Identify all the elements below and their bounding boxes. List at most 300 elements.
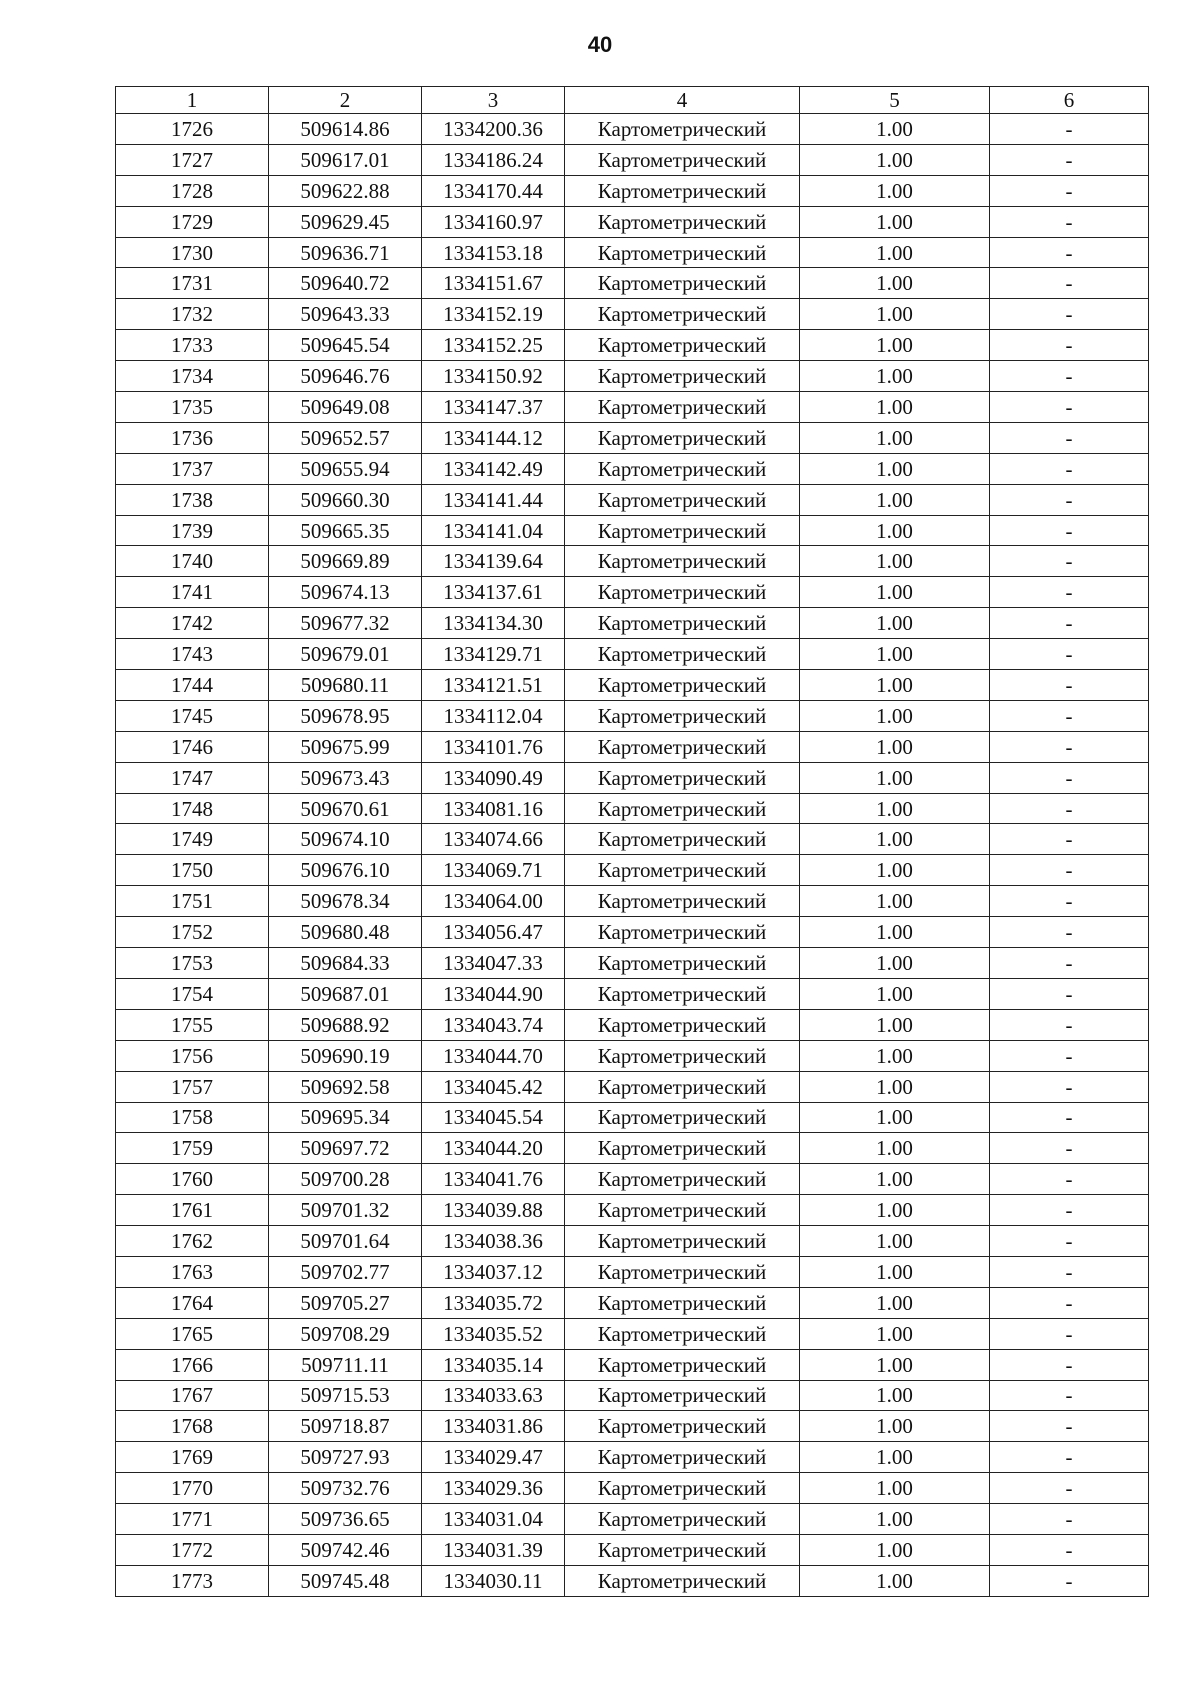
accuracy-cell: 1.00 bbox=[800, 762, 990, 793]
x-coordinate-cell: 509646.76 bbox=[269, 361, 422, 392]
accuracy-cell: 1.00 bbox=[800, 1256, 990, 1287]
table-row bbox=[116, 484, 1149, 515]
accuracy-cell: 1.00 bbox=[800, 917, 990, 948]
accuracy-cell: 1.00 bbox=[800, 422, 990, 453]
method-cell: Картометрический bbox=[565, 1009, 800, 1040]
y-coordinate-cell: 1334044.20 bbox=[422, 1133, 565, 1164]
table-row bbox=[116, 1256, 1149, 1287]
description-cell: - bbox=[990, 639, 1149, 670]
table-row bbox=[116, 670, 1149, 701]
description-cell: - bbox=[990, 762, 1149, 793]
description-cell: - bbox=[990, 1195, 1149, 1226]
description-cell: - bbox=[990, 731, 1149, 762]
coordinates-table bbox=[115, 86, 1149, 1597]
point-number-cell: 1753 bbox=[116, 948, 269, 979]
table-row bbox=[116, 361, 1149, 392]
y-coordinate-cell: 1334033.63 bbox=[422, 1380, 565, 1411]
table-row bbox=[116, 948, 1149, 979]
point-number-cell: 1739 bbox=[116, 515, 269, 546]
method-cell: Картометрический bbox=[565, 299, 800, 330]
method-cell: Картометрический bbox=[565, 1411, 800, 1442]
description-cell: - bbox=[990, 608, 1149, 639]
table-row bbox=[116, 392, 1149, 423]
point-number-cell: 1768 bbox=[116, 1411, 269, 1442]
x-coordinate-cell: 509669.89 bbox=[269, 546, 422, 577]
point-number-cell: 1728 bbox=[116, 175, 269, 206]
y-coordinate-cell: 1334037.12 bbox=[422, 1256, 565, 1287]
x-coordinate-cell: 509640.72 bbox=[269, 268, 422, 299]
x-coordinate-cell: 509688.92 bbox=[269, 1009, 422, 1040]
accuracy-cell: 1.00 bbox=[800, 1040, 990, 1071]
y-coordinate-cell: 1334038.36 bbox=[422, 1226, 565, 1257]
y-coordinate-cell: 1334141.44 bbox=[422, 484, 565, 515]
table-row bbox=[116, 1009, 1149, 1040]
y-coordinate-cell: 1334129.71 bbox=[422, 639, 565, 670]
table-row bbox=[116, 268, 1149, 299]
point-number-cell: 1729 bbox=[116, 206, 269, 237]
table-row bbox=[116, 855, 1149, 886]
y-coordinate-cell: 1334200.36 bbox=[422, 114, 565, 145]
description-cell: - bbox=[990, 237, 1149, 268]
y-coordinate-cell: 1334112.04 bbox=[422, 700, 565, 731]
table-row bbox=[116, 1226, 1149, 1257]
accuracy-cell: 1.00 bbox=[800, 1318, 990, 1349]
point-number-cell: 1730 bbox=[116, 237, 269, 268]
accuracy-cell: 1.00 bbox=[800, 114, 990, 145]
accuracy-cell: 1.00 bbox=[800, 515, 990, 546]
accuracy-cell: 1.00 bbox=[800, 330, 990, 361]
point-number-cell: 1736 bbox=[116, 422, 269, 453]
method-cell: Картометрический bbox=[565, 855, 800, 886]
x-coordinate-cell: 509711.11 bbox=[269, 1349, 422, 1380]
table-row bbox=[116, 546, 1149, 577]
page-number: 40 bbox=[587, 32, 613, 57]
y-coordinate-cell: 1334081.16 bbox=[422, 793, 565, 824]
y-coordinate-cell: 1334029.47 bbox=[422, 1442, 565, 1473]
accuracy-cell: 1.00 bbox=[800, 1473, 990, 1504]
point-number-cell: 1763 bbox=[116, 1256, 269, 1287]
y-coordinate-cell: 1334056.47 bbox=[422, 917, 565, 948]
table-row bbox=[116, 422, 1149, 453]
method-cell: Картометрический bbox=[565, 1226, 800, 1257]
column-header-1: 1 bbox=[116, 87, 269, 114]
method-cell: Картометрический bbox=[565, 175, 800, 206]
point-number-cell: 1767 bbox=[116, 1380, 269, 1411]
point-number-cell: 1771 bbox=[116, 1504, 269, 1535]
point-number-cell: 1761 bbox=[116, 1195, 269, 1226]
point-number-cell: 1757 bbox=[116, 1071, 269, 1102]
x-coordinate-cell: 509614.86 bbox=[269, 114, 422, 145]
x-coordinate-cell: 509665.35 bbox=[269, 515, 422, 546]
point-number-cell: 1745 bbox=[116, 700, 269, 731]
point-number-cell: 1735 bbox=[116, 392, 269, 423]
y-coordinate-cell: 1334045.54 bbox=[422, 1102, 565, 1133]
point-number-cell: 1746 bbox=[116, 731, 269, 762]
method-cell: Картометрический bbox=[565, 1133, 800, 1164]
table-row bbox=[116, 886, 1149, 917]
y-coordinate-cell: 1334045.42 bbox=[422, 1071, 565, 1102]
accuracy-cell: 1.00 bbox=[800, 948, 990, 979]
x-coordinate-cell: 509660.30 bbox=[269, 484, 422, 515]
column-header-5: 5 bbox=[800, 87, 990, 114]
method-cell: Картометрический bbox=[565, 700, 800, 731]
x-coordinate-cell: 509708.29 bbox=[269, 1318, 422, 1349]
x-coordinate-cell: 509679.01 bbox=[269, 639, 422, 670]
table-row bbox=[116, 1411, 1149, 1442]
y-coordinate-cell: 1334044.70 bbox=[422, 1040, 565, 1071]
accuracy-cell: 1.00 bbox=[800, 1411, 990, 1442]
point-number-cell: 1755 bbox=[116, 1009, 269, 1040]
description-cell: - bbox=[990, 824, 1149, 855]
table-row bbox=[116, 608, 1149, 639]
description-cell: - bbox=[990, 1442, 1149, 1473]
x-coordinate-cell: 509684.33 bbox=[269, 948, 422, 979]
y-coordinate-cell: 1334039.88 bbox=[422, 1195, 565, 1226]
y-coordinate-cell: 1334152.25 bbox=[422, 330, 565, 361]
description-cell: - bbox=[990, 1164, 1149, 1195]
description-cell: - bbox=[990, 1411, 1149, 1442]
accuracy-cell: 1.00 bbox=[800, 1349, 990, 1380]
accuracy-cell: 1.00 bbox=[800, 731, 990, 762]
x-coordinate-cell: 509617.01 bbox=[269, 144, 422, 175]
point-number-cell: 1773 bbox=[116, 1565, 269, 1596]
point-number-cell: 1766 bbox=[116, 1349, 269, 1380]
method-cell: Картометрический bbox=[565, 1349, 800, 1380]
description-cell: - bbox=[990, 268, 1149, 299]
method-cell: Картометрический bbox=[565, 670, 800, 701]
accuracy-cell: 1.00 bbox=[800, 361, 990, 392]
accuracy-cell: 1.00 bbox=[800, 175, 990, 206]
table-row bbox=[116, 1287, 1149, 1318]
description-cell: - bbox=[990, 1226, 1149, 1257]
table-row bbox=[116, 1380, 1149, 1411]
point-number-cell: 1733 bbox=[116, 330, 269, 361]
y-coordinate-cell: 1334035.52 bbox=[422, 1318, 565, 1349]
description-cell: - bbox=[990, 422, 1149, 453]
method-cell: Картометрический bbox=[565, 1442, 800, 1473]
y-coordinate-cell: 1334031.86 bbox=[422, 1411, 565, 1442]
y-coordinate-cell: 1334186.24 bbox=[422, 144, 565, 175]
accuracy-cell: 1.00 bbox=[800, 1164, 990, 1195]
description-cell: - bbox=[990, 1102, 1149, 1133]
description-cell: - bbox=[990, 886, 1149, 917]
table-row bbox=[116, 1442, 1149, 1473]
x-coordinate-cell: 509622.88 bbox=[269, 175, 422, 206]
method-cell: Картометрический bbox=[565, 515, 800, 546]
table-row bbox=[116, 639, 1149, 670]
point-number-cell: 1738 bbox=[116, 484, 269, 515]
point-number-cell: 1749 bbox=[116, 824, 269, 855]
x-coordinate-cell: 509697.72 bbox=[269, 1133, 422, 1164]
description-cell: - bbox=[990, 1071, 1149, 1102]
description-cell: - bbox=[990, 1473, 1149, 1504]
y-coordinate-cell: 1334144.12 bbox=[422, 422, 565, 453]
description-cell: - bbox=[990, 114, 1149, 145]
method-cell: Картометрический bbox=[565, 330, 800, 361]
description-cell: - bbox=[990, 1565, 1149, 1596]
y-coordinate-cell: 1334047.33 bbox=[422, 948, 565, 979]
column-header-3: 3 bbox=[422, 87, 565, 114]
y-coordinate-cell: 1334064.00 bbox=[422, 886, 565, 917]
accuracy-cell: 1.00 bbox=[800, 700, 990, 731]
x-coordinate-cell: 509649.08 bbox=[269, 392, 422, 423]
y-coordinate-cell: 1334035.14 bbox=[422, 1349, 565, 1380]
point-number-cell: 1760 bbox=[116, 1164, 269, 1195]
description-cell: - bbox=[990, 577, 1149, 608]
method-cell: Картометрический bbox=[565, 731, 800, 762]
y-coordinate-cell: 1334090.49 bbox=[422, 762, 565, 793]
x-coordinate-cell: 509742.46 bbox=[269, 1534, 422, 1565]
point-number-cell: 1742 bbox=[116, 608, 269, 639]
method-cell: Картометрический bbox=[565, 1504, 800, 1535]
method-cell: Картометрический bbox=[565, 793, 800, 824]
description-cell: - bbox=[990, 1504, 1149, 1535]
accuracy-cell: 1.00 bbox=[800, 608, 990, 639]
x-coordinate-cell: 509700.28 bbox=[269, 1164, 422, 1195]
accuracy-cell: 1.00 bbox=[800, 1504, 990, 1535]
method-cell: Картометрический bbox=[565, 1565, 800, 1596]
method-cell: Картометрический bbox=[565, 1473, 800, 1504]
method-cell: Картометрический bbox=[565, 1534, 800, 1565]
y-coordinate-cell: 1334141.04 bbox=[422, 515, 565, 546]
description-cell: - bbox=[990, 175, 1149, 206]
x-coordinate-cell: 509701.32 bbox=[269, 1195, 422, 1226]
table-body bbox=[116, 114, 1149, 1597]
description-cell: - bbox=[990, 546, 1149, 577]
point-number-cell: 1772 bbox=[116, 1534, 269, 1565]
point-number-cell: 1743 bbox=[116, 639, 269, 670]
point-number-cell: 1754 bbox=[116, 978, 269, 1009]
table-row bbox=[116, 1318, 1149, 1349]
accuracy-cell: 1.00 bbox=[800, 577, 990, 608]
method-cell: Картометрический bbox=[565, 206, 800, 237]
y-coordinate-cell: 1334150.92 bbox=[422, 361, 565, 392]
x-coordinate-cell: 509670.61 bbox=[269, 793, 422, 824]
table-row bbox=[116, 299, 1149, 330]
column-header-6: 6 bbox=[990, 87, 1149, 114]
table-row bbox=[116, 824, 1149, 855]
table-row bbox=[116, 793, 1149, 824]
accuracy-cell: 1.00 bbox=[800, 144, 990, 175]
description-cell: - bbox=[990, 1256, 1149, 1287]
x-coordinate-cell: 509674.13 bbox=[269, 577, 422, 608]
point-number-cell: 1740 bbox=[116, 546, 269, 577]
accuracy-cell: 1.00 bbox=[800, 546, 990, 577]
point-number-cell: 1747 bbox=[116, 762, 269, 793]
accuracy-cell: 1.00 bbox=[800, 453, 990, 484]
description-cell: - bbox=[990, 948, 1149, 979]
x-coordinate-cell: 509673.43 bbox=[269, 762, 422, 793]
method-cell: Картометрический bbox=[565, 1164, 800, 1195]
method-cell: Картометрический bbox=[565, 824, 800, 855]
point-number-cell: 1764 bbox=[116, 1287, 269, 1318]
description-cell: - bbox=[990, 855, 1149, 886]
description-cell: - bbox=[990, 917, 1149, 948]
table-row bbox=[116, 1195, 1149, 1226]
table-row bbox=[116, 1565, 1149, 1596]
method-cell: Картометрический bbox=[565, 484, 800, 515]
point-number-cell: 1732 bbox=[116, 299, 269, 330]
description-cell: - bbox=[990, 299, 1149, 330]
accuracy-cell: 1.00 bbox=[800, 1071, 990, 1102]
method-cell: Картометрический bbox=[565, 237, 800, 268]
description-cell: - bbox=[990, 144, 1149, 175]
accuracy-cell: 1.00 bbox=[800, 237, 990, 268]
description-cell: - bbox=[990, 1349, 1149, 1380]
description-cell: - bbox=[990, 1009, 1149, 1040]
table-row bbox=[116, 1164, 1149, 1195]
method-cell: Картометрический bbox=[565, 1318, 800, 1349]
point-number-cell: 1737 bbox=[116, 453, 269, 484]
accuracy-cell: 1.00 bbox=[800, 1226, 990, 1257]
x-coordinate-cell: 509677.32 bbox=[269, 608, 422, 639]
accuracy-cell: 1.00 bbox=[800, 670, 990, 701]
point-number-cell: 1741 bbox=[116, 577, 269, 608]
x-coordinate-cell: 509678.95 bbox=[269, 700, 422, 731]
method-cell: Картометрический bbox=[565, 886, 800, 917]
table-row bbox=[116, 978, 1149, 1009]
point-number-cell: 1727 bbox=[116, 144, 269, 175]
x-coordinate-cell: 509680.11 bbox=[269, 670, 422, 701]
method-cell: Картометрический bbox=[565, 361, 800, 392]
point-number-cell: 1770 bbox=[116, 1473, 269, 1504]
table-row bbox=[116, 237, 1149, 268]
y-coordinate-cell: 1334160.97 bbox=[422, 206, 565, 237]
description-cell: - bbox=[990, 670, 1149, 701]
description-cell: - bbox=[990, 206, 1149, 237]
y-coordinate-cell: 1334139.64 bbox=[422, 546, 565, 577]
method-cell: Картометрический bbox=[565, 1195, 800, 1226]
y-coordinate-cell: 1334142.49 bbox=[422, 453, 565, 484]
y-coordinate-cell: 1334069.71 bbox=[422, 855, 565, 886]
accuracy-cell: 1.00 bbox=[800, 1102, 990, 1133]
x-coordinate-cell: 509629.45 bbox=[269, 206, 422, 237]
y-coordinate-cell: 1334170.44 bbox=[422, 175, 565, 206]
description-cell: - bbox=[990, 361, 1149, 392]
column-header-4: 4 bbox=[565, 87, 800, 114]
y-coordinate-cell: 1334041.76 bbox=[422, 1164, 565, 1195]
point-number-cell: 1748 bbox=[116, 793, 269, 824]
x-coordinate-cell: 509702.77 bbox=[269, 1256, 422, 1287]
y-coordinate-cell: 1334121.51 bbox=[422, 670, 565, 701]
x-coordinate-cell: 509645.54 bbox=[269, 330, 422, 361]
accuracy-cell: 1.00 bbox=[800, 793, 990, 824]
x-coordinate-cell: 509690.19 bbox=[269, 1040, 422, 1071]
point-number-cell: 1734 bbox=[116, 361, 269, 392]
y-coordinate-cell: 1334030.11 bbox=[422, 1565, 565, 1596]
accuracy-cell: 1.00 bbox=[800, 206, 990, 237]
description-cell: - bbox=[990, 515, 1149, 546]
y-coordinate-cell: 1334044.90 bbox=[422, 978, 565, 1009]
x-coordinate-cell: 509705.27 bbox=[269, 1287, 422, 1318]
y-coordinate-cell: 1334031.04 bbox=[422, 1504, 565, 1535]
description-cell: - bbox=[990, 1534, 1149, 1565]
method-cell: Картометрический bbox=[565, 1040, 800, 1071]
accuracy-cell: 1.00 bbox=[800, 639, 990, 670]
description-cell: - bbox=[990, 700, 1149, 731]
y-coordinate-cell: 1334147.37 bbox=[422, 392, 565, 423]
method-cell: Картометрический bbox=[565, 422, 800, 453]
x-coordinate-cell: 509652.57 bbox=[269, 422, 422, 453]
x-coordinate-cell: 509695.34 bbox=[269, 1102, 422, 1133]
table-row bbox=[116, 175, 1149, 206]
x-coordinate-cell: 509636.71 bbox=[269, 237, 422, 268]
x-coordinate-cell: 509745.48 bbox=[269, 1565, 422, 1596]
point-number-cell: 1762 bbox=[116, 1226, 269, 1257]
accuracy-cell: 1.00 bbox=[800, 1287, 990, 1318]
description-cell: - bbox=[990, 484, 1149, 515]
x-coordinate-cell: 509736.65 bbox=[269, 1504, 422, 1535]
description-cell: - bbox=[990, 1287, 1149, 1318]
point-number-cell: 1758 bbox=[116, 1102, 269, 1133]
table-row bbox=[116, 1473, 1149, 1504]
accuracy-cell: 1.00 bbox=[800, 855, 990, 886]
x-coordinate-cell: 509676.10 bbox=[269, 855, 422, 886]
x-coordinate-cell: 509675.99 bbox=[269, 731, 422, 762]
description-cell: - bbox=[990, 1318, 1149, 1349]
method-cell: Картометрический bbox=[565, 144, 800, 175]
method-cell: Картометрический bbox=[565, 917, 800, 948]
x-coordinate-cell: 509680.48 bbox=[269, 917, 422, 948]
accuracy-cell: 1.00 bbox=[800, 886, 990, 917]
method-cell: Картометрический bbox=[565, 1256, 800, 1287]
method-cell: Картометрический bbox=[565, 1380, 800, 1411]
method-cell: Картометрический bbox=[565, 392, 800, 423]
method-cell: Картометрический bbox=[565, 577, 800, 608]
y-coordinate-cell: 1334153.18 bbox=[422, 237, 565, 268]
y-coordinate-cell: 1334151.67 bbox=[422, 268, 565, 299]
y-coordinate-cell: 1334031.39 bbox=[422, 1534, 565, 1565]
x-coordinate-cell: 509678.34 bbox=[269, 886, 422, 917]
x-coordinate-cell: 509687.01 bbox=[269, 978, 422, 1009]
accuracy-cell: 1.00 bbox=[800, 299, 990, 330]
y-coordinate-cell: 1334134.30 bbox=[422, 608, 565, 639]
point-number-cell: 1731 bbox=[116, 268, 269, 299]
x-coordinate-cell: 509727.93 bbox=[269, 1442, 422, 1473]
point-number-cell: 1765 bbox=[116, 1318, 269, 1349]
table-row bbox=[116, 731, 1149, 762]
description-cell: - bbox=[990, 1040, 1149, 1071]
x-coordinate-cell: 509718.87 bbox=[269, 1411, 422, 1442]
point-number-cell: 1744 bbox=[116, 670, 269, 701]
accuracy-cell: 1.00 bbox=[800, 1133, 990, 1164]
accuracy-cell: 1.00 bbox=[800, 392, 990, 423]
y-coordinate-cell: 1334137.61 bbox=[422, 577, 565, 608]
y-coordinate-cell: 1334029.36 bbox=[422, 1473, 565, 1504]
x-coordinate-cell: 509692.58 bbox=[269, 1071, 422, 1102]
method-cell: Картометрический bbox=[565, 608, 800, 639]
method-cell: Картометрический bbox=[565, 1071, 800, 1102]
point-number-cell: 1759 bbox=[116, 1133, 269, 1164]
table-row bbox=[116, 453, 1149, 484]
table-row bbox=[116, 1504, 1149, 1535]
accuracy-cell: 1.00 bbox=[800, 1380, 990, 1411]
description-cell: - bbox=[990, 392, 1149, 423]
description-cell: - bbox=[990, 1380, 1149, 1411]
table-header-row bbox=[116, 87, 1149, 114]
x-coordinate-cell: 509643.33 bbox=[269, 299, 422, 330]
y-coordinate-cell: 1334101.76 bbox=[422, 731, 565, 762]
y-coordinate-cell: 1334152.19 bbox=[422, 299, 565, 330]
method-cell: Картометрический bbox=[565, 762, 800, 793]
x-coordinate-cell: 509732.76 bbox=[269, 1473, 422, 1504]
accuracy-cell: 1.00 bbox=[800, 1195, 990, 1226]
method-cell: Картометрический bbox=[565, 114, 800, 145]
point-number-cell: 1751 bbox=[116, 886, 269, 917]
table-row bbox=[116, 917, 1149, 948]
table-row bbox=[116, 1040, 1149, 1071]
accuracy-cell: 1.00 bbox=[800, 1565, 990, 1596]
